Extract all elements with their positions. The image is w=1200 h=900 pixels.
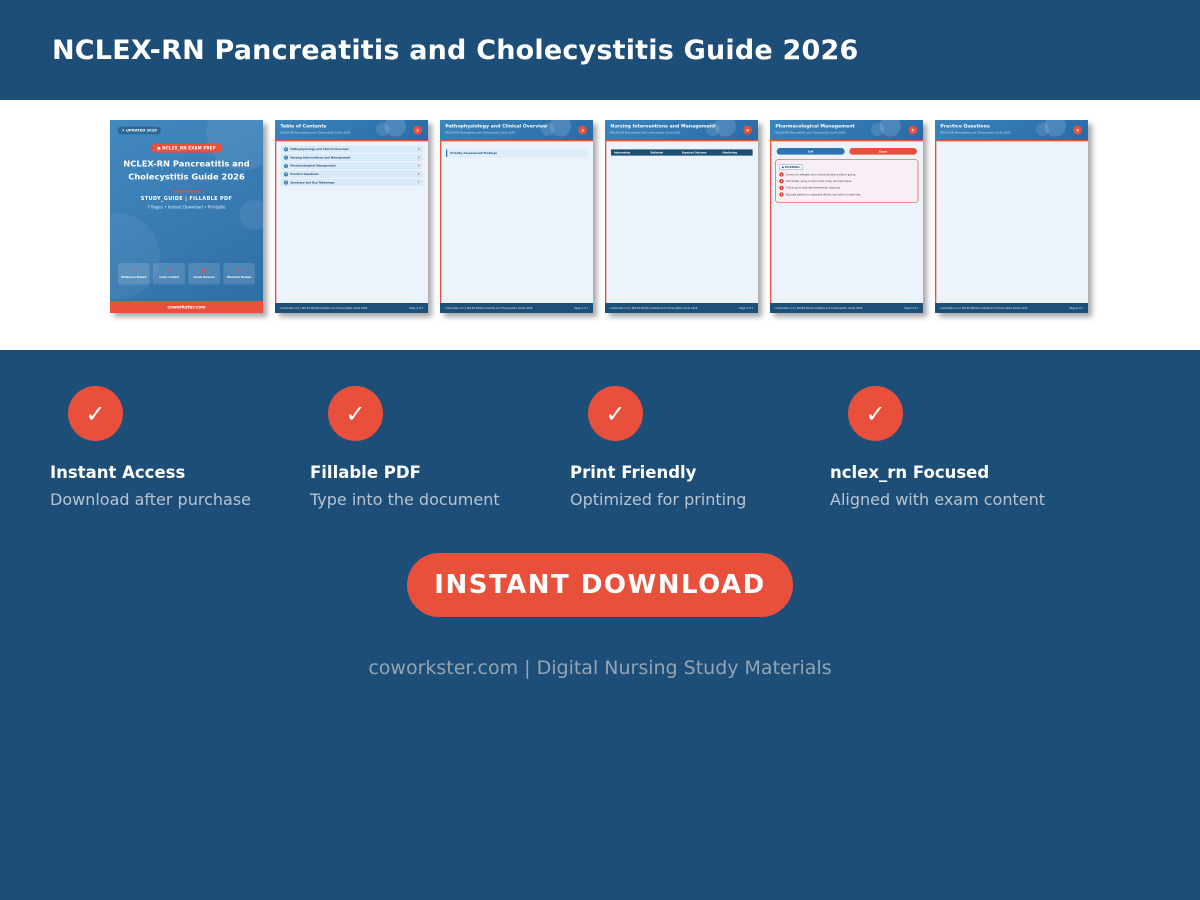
feature-row (0, 386, 1200, 509)
pdf-page-footer: coworkster.com | NCLEX-RN Pancreatitis and Cholecystitis Guide 2026 Page 5 of 7 (770, 303, 923, 313)
check-icon: ✓ (345, 399, 366, 428)
page-number-badge: 4 (743, 126, 752, 135)
pdf-page-subtitle: NCLEX-RN Pancreatitis and Cholecystitis Guide 2026 (775, 130, 846, 134)
check-icon: ✓ (131, 267, 137, 274)
pdf-page-header (935, 120, 1088, 140)
page-number-badge: 3 (578, 126, 587, 135)
thumbnail-page-pharmacology[interactable] (770, 120, 923, 313)
table-header-row: Intervention Rationale Expected Outcome Monitoring (611, 149, 753, 155)
toc-item: 5 Summary and Key Takeaways 7 (281, 179, 423, 185)
toc-item: 4 Practice Questions 6 (281, 171, 423, 177)
header-bar (0, 0, 1200, 100)
cover-feature-row (118, 263, 255, 284)
check-circle (848, 386, 903, 441)
check-circle (328, 386, 383, 441)
page-number-badge: 6 (1073, 126, 1082, 135)
feature-instant-access: ✓ Instant Access Download after purchase (50, 386, 310, 509)
instant-download-button[interactable]: INSTANT DOWNLOAD (407, 553, 793, 617)
cover-feature: ★ Student Tested (223, 263, 255, 284)
check-icon: ✓ (605, 399, 626, 428)
pdf-page-title: Table of Contents (280, 123, 327, 129)
thumbnail-page-nursing[interactable] (605, 120, 758, 313)
pdf-page-subtitle: NCLEX-RN Pancreatitis and Cholecystitis Guide 2026 (445, 130, 516, 134)
pdf-page-header (275, 120, 428, 140)
promo-section (0, 350, 1200, 679)
tab-pill-row (777, 148, 917, 155)
pdf-page-header (440, 120, 593, 140)
cover-feature: ★ Color Coded (153, 263, 185, 284)
thumbnail-page-toc[interactable] (275, 120, 428, 313)
pdf-page-title: Pathophysiology and Clinical Overview (445, 123, 548, 129)
feature-nclex-focused: ✓ nclex_rn Focused Aligned with exam content (830, 386, 1090, 509)
pdf-page-subtitle: NCLEX-RN Pancreatitis and Cholecystitis Guide 2026 (610, 130, 681, 134)
thumbnail-cover[interactable] (110, 120, 263, 313)
toc-item: 1 Pathophysiology and Clinical Overview 3 (281, 146, 423, 152)
pdf-page-header (605, 120, 758, 140)
pdf-page-title: Pharmacological Management (775, 123, 855, 129)
page-number-badge: 2 (413, 126, 422, 135)
thumbnail-strip (0, 100, 1200, 350)
star-icon: ★ (236, 267, 242, 274)
decorative-circle (110, 213, 160, 300)
cover-page (110, 120, 263, 313)
tab-pill-red: Exam (849, 148, 917, 155)
warning-item: 3 Follow up to evaluate therapeutic response (780, 186, 841, 190)
toc-item: 3 Pharmacological Management 5 (281, 163, 423, 169)
tab-pill-blue: List (777, 148, 845, 155)
check-icon: ✓ (865, 399, 886, 428)
check-circle (588, 386, 643, 441)
cover-footer: coworkster.com (110, 301, 263, 313)
thumbnail-page-pathophysiology[interactable] (440, 120, 593, 313)
square-icon: ◼ (201, 267, 207, 274)
pdf-page-footer: coworkster.com | NCLEX-RN Pancreatitis and Cholecystitis Guide 2026 Page 6 of 7 (935, 303, 1088, 313)
warning-item: 2 Administer using correct route, dose, and technique (780, 179, 852, 183)
check-icon: ✓ (85, 399, 106, 428)
feature-fillable-pdf: ✓ Fillable PDF Type into the document (310, 386, 570, 509)
warning-box (775, 159, 918, 202)
pdf-page-footer: coworkster.com | NCLEX-RN Pancreatitis and Cholecystitis Guide 2026 Page 2 of 7 (275, 303, 428, 313)
pdf-page-title: Nursing Interventions and Management (610, 123, 716, 129)
pdf-page-subtitle: NCLEX-RN Pancreatitis and Cholecystitis Guide 2026 (280, 130, 351, 134)
section-heading-box: Priority Assessment Findings (446, 149, 588, 157)
cover-title: NCLEX-RN Pancreatitis and Cholecystitis Guide 2026 (123, 158, 250, 182)
pdf-page-footer: coworkster.com | NCLEX-RN Pancreatitis and Cholecystitis Guide 2026 Page 3 of 7 (440, 303, 593, 313)
check-circle (68, 386, 123, 441)
warning-item: 4 Educate patient on expected effects and when to seek help (780, 192, 861, 196)
warning-label: ◼ WARNING: (779, 165, 802, 170)
cover-meta: 7 Pages • Instant Download • Printable (147, 204, 226, 210)
feature-print-friendly: ✓ Print Friendly Optimized for printing (570, 386, 830, 509)
cover-subtitle: STUDY_GUIDE | FILLABLE PDF (140, 195, 233, 202)
pdf-page-subtitle: NCLEX-RN Pancreatitis and Cholecystitis Guide 2026 (940, 130, 1011, 134)
cover-divider (172, 191, 200, 193)
page-number-badge: 5 (908, 126, 917, 135)
site-footer-text: coworkster.com | Digital Nursing Study Materials (368, 657, 832, 679)
pdf-page-footer: coworkster.com | NCLEX-RN Pancreatitis and Cholecystitis Guide 2026 Page 4 of 7 (605, 303, 758, 313)
toc-list (276, 141, 428, 185)
cover-feature: ◼ Quick Review (188, 263, 220, 284)
cover-feature: ✓ Evidence Based (118, 263, 150, 284)
exam-prep-pill: ◼ NCLEX_RN EXAM PREP (151, 143, 223, 152)
toc-item: 2 Nursing Interventions and Management 4 (281, 154, 423, 160)
page-title: NCLEX-RN Pancreatitis and Cholecystitis Guide 2026 (52, 34, 859, 66)
pdf-page-title: Practice Questions (940, 123, 990, 129)
updated-badge: ✦ UPDATED 2026 (117, 127, 161, 135)
pdf-page-header (770, 120, 923, 140)
thumbnail-page-practice[interactable] (935, 120, 1088, 313)
star-icon: ★ (166, 267, 172, 274)
warning-item: 1 Screen for allergies and contraindications before giving (780, 172, 856, 176)
